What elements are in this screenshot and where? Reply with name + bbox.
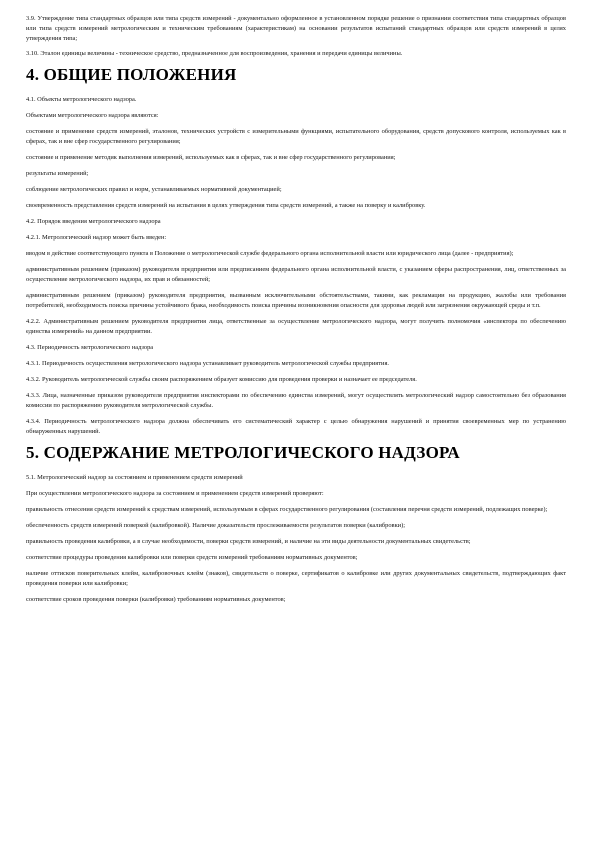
paragraph: 4.3.3. Лица, назначенные приказом руководителя предприятия инспекторами по обеспечению единства измерений, могут осуществлять метрологический надзор самостоятельно без образования комиссии по распоряжению руководителя метрологической службы. [26, 392, 566, 409]
paragraph: 3.10. Эталон единицы величины - техническое средство, предназначенное для воспроизведения, хранения и передачи единицы величины. [26, 50, 403, 57]
paragraph: соответствие процедуры проведения калибровки или поверки средств измерений требованиям нормативных документов; [26, 554, 358, 561]
section-heading-5: 5. СОДЕРЖАНИЕ МЕТРОЛОГИЧЕСКОГО НАДЗОРА [26, 443, 460, 462]
paragraph: наличие оттисков поверительных клейм, калибровочных клейм (знаков), свидетельств о поверке, сертификатов о калибровке или других документальных свидетельств, подтверждающих факт проведения поверки или калибровки; [26, 570, 566, 587]
paragraph: результаты измерений; [26, 170, 89, 177]
paragraph: Объектами метрологического надзора являются: [26, 112, 159, 119]
paragraph: состояние и применение средств измерений, эталонов, технических устройств с измерительными функциями, испытательного оборудования, средств допускового контроля, используемых как в сферах, так и вне сфер государственного регулирования; [26, 128, 566, 145]
paragraph: 4.3. Периодичность метрологического надзора [26, 344, 154, 351]
paragraph: 4.2.1. Метрологический надзор может быть введен: [26, 234, 167, 241]
paragraph: 4.1. Объекты метрологического надзора. [26, 96, 137, 103]
paragraph: 4.3.2. Руководитель метрологической службы своим распоряжением образует комиссию для проведения проверки и назначает ее председателя. [26, 376, 417, 383]
paragraph: правильность проведения калибровки, а в случае необходимости, поверки средств измерений, и наличие на эти виды деятельности документальных свидетельств; [26, 538, 471, 545]
paragraph: 5.1. Метрологический надзор за состоянием и применением средств измерений [26, 474, 243, 481]
paragraph: своевременность представления средств измерений на испытания в целях утверждения типа средств измерений, а также на поверку и калибровку. [26, 202, 426, 209]
paragraph: соответствие сроков проведения поверки (калибровки) требованиям нормативных документов; [26, 596, 286, 603]
document-page [26, 14, 566, 611]
paragraph: соблюдение метрологических правил и норм, устанавливаемых нормативной документацией; [26, 186, 282, 193]
section-heading-4: 4. ОБЩИЕ ПОЛОЖЕНИЯ [26, 65, 237, 84]
paragraph: вводом в действие соответствующего пункта в Положение о метрологической службе федерального органа исполнительной власти или юридического лица (далее - предприятия); [26, 250, 514, 257]
paragraph: 4.3.4. Периодичность метрологического надзора должна обеспечивать его систематический характер с целью обнаружения нарушений и принятия своевременных мер по устранению обнаруженных нарушений. [26, 418, 566, 435]
paragraph: состояние и применение методик выполнения измерений, используемых как в сферах, так и вне сфер государственного регулирования; [26, 154, 396, 161]
paragraph: 4.2. Порядок введения метрологического надзора [26, 218, 161, 225]
paragraph: правильность отнесения средств измерений к средствам измерений, используемым в сферах государственного регулирования (составления перечня средств измерений, подлежащих поверке); [26, 506, 548, 513]
paragraph: 3.9. Утверждение типа стандартных образцов или типа средств измерений - документально оформленное в установленном порядке решение о признании соответствия типа стандартных образцов или типа средств измерений метрологическим и техническим требованиям (характеристикам) на основании результатов испытаний стандартных образцов или средств измерений в целях утверждения типа; [26, 15, 566, 42]
paragraph: При осуществлении метрологического надзора за состоянием и применением средств измерений проверяют: [26, 490, 324, 497]
paragraph: 4.3.1. Периодичность осуществления метрологического надзора устанавливает руководитель метрологической службы предприятия. [26, 360, 389, 367]
paragraph: обеспеченность средств измерений поверкой (калибровкой). Наличие доказательств прослеживаемости результатов поверки (калибровки); [26, 522, 405, 529]
paragraph: 4.2.2. Административным решением руководителя предприятия лица, ответственные за осуществление метрологического надзора, могут получить полномочия «инспектора по обеспечению единства измерений» на данном предприятии. [26, 318, 566, 335]
paragraph: административным решением (приказом) руководителя предприятия, вызванным исключительными обстоятельствами, такими, как рекламации на продукцию, жалобы или требования потребителей, необходимость поиска причины устойчивого брака, необходимость поиска причины возникновения опасности для здоровья людей или загрязнения окружающей среды и т.п. [26, 292, 566, 309]
paragraph: административным решением (приказом) руководителя предприятия или предписанием федерального органа исполнительной власти, с указанием сферы распространения, лиц, ответственных за осуществление метрологического надзора, их прав и обязанностей; [26, 266, 566, 283]
